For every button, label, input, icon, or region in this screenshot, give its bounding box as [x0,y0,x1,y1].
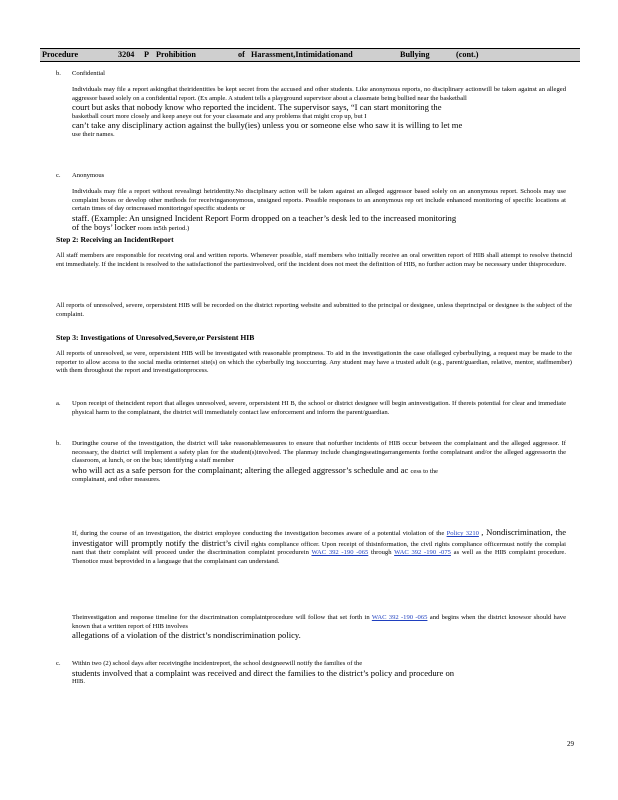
policy-3210-link[interactable]: Policy 3210 [446,530,479,537]
paragraph-line: allegations of a violation of the district’s nondiscrimination policy. [72,630,301,640]
paragraph-line: HIB. [72,678,86,686]
page-number: 29 [567,740,574,748]
paragraph-confidential [72,86,566,139]
wac-075-link[interactable]: WAC 392 -190 -075 [394,549,451,556]
list-marker-c2: c. [56,660,61,667]
paragraph-line: Individuals may file a report askingthat theiridentities be kept secret from the accused and other students. Like anonymous reports, no disciplinary actionwill be taken against an alleged aggressor based solely on a confidential report. (Ex ample. A student tells a playground supervisor about a classmate being bullied near the basketball [72,86,566,102]
paragraph-anonymous [72,188,566,234]
wac-065-link[interactable]: WAC 392 -190 -065 [311,549,369,556]
step2-heading: Step 2: Receiving an IncidentReport [56,235,174,244]
step3-heading: Step 3: Investigations of Unresolved,Severe,or Persistent HIB [56,333,255,342]
paragraph-line [72,466,566,477]
paragraph-line: use their names. [72,130,115,138]
header-title-b: of [238,50,245,59]
text-run: and begins when the district knowsor should have known that a written report of HIB involves [72,614,567,630]
paragraph-line: Within two (2) school days after receivingthe incidentreport, the school designeewill notify the families of the [72,660,363,667]
list-marker-a: a. [56,400,61,407]
procedure-header [40,48,580,62]
step2-paragraph-1: All staff members are responsible for receiving oral and written reports. Whenever possible, staff members who initially receive an oral orwritten report of HIB shall attempt to resolve theincid ent immediately. If the incident is resolved to the satisfactionof the partiesinvolved, orif the incident does not meet the definition of HIB, no further action may be necessary under thisprocedure. [56,252,572,268]
step3-paragraph-investigation [72,614,566,641]
step3-item-a: Upon receipt of theincident report that alleges unresolved, severe, orpersistent HI B, the school or district designee will begin aninvestigation. If thereis potential for clear and immediate physical harm to the complainant, the district will immediately contact law enforcement and inform the parent/guardian. [72,400,566,416]
paragraph-line: basketball court more closely and keep aneye out for your classmate and any problems that might crop up, but I [72,112,367,120]
header-p: P [144,50,150,59]
paragraph-line: court but asks that nobody know who reported the incident. The supervisor says, “I can start monitoring the [72,102,442,112]
list-marker-b2: b. [56,440,61,447]
list-marker-b: b. [56,70,61,77]
text-run: Theinvestigation and response timeline for the discrimination complaintprocedure will follow that set forth in [72,614,370,621]
paragraph-line: complainant, and other measures. [72,476,161,484]
subheading-confidential: Confidential [72,70,105,77]
text-run: cess to the [410,467,438,475]
header-title-c: Harassment,Intimidationand [251,50,353,59]
subheading-anonymous: Anonymous [72,172,105,179]
text-run: of the boys’ locker [72,222,137,233]
paragraph-line: Individuals may file a report without revealingt heiridentity.No disciplinary action will be taken against an alleged aggressor based solely on an anonymous report. Schools may use complaint boxes or develop other methods for receivinganonymous, unsigned reports. Possible responses to an anonymous rep ort include enhanced monitoring of specific locations at certain times of day orincreased monitoringof specific students or [72,188,566,212]
step2-paragraph-2: All reports of unresolved, severe, orpersistent HIB will be recorded on the district reporting website and submitted to the principal or designee, unless theprincipal or designee is the subject of the complaint. [56,302,572,318]
text-run: , Nondiscrimination, the investigator will promptly notify the district’s civil [72,527,567,548]
paragraph-line: Duringthe course of the investigation, the district will take reasonablemeasures to ensure that nofurther incidents of HIB occur between the complainant and the alleged aggressor. If necessary, the district will implement a safety plan for the student(s)involved. The planmay include changingseatingarrangements forthe complainant and/or the alleged aggressorin the classroom, at lunch, or on the bus; identifying a staff member [72,440,566,464]
wac-065-link-2[interactable]: WAC 392 -190 -065 [371,614,428,621]
paragraph-line: staff. (Example: An unsigned Incident Report Form dropped on a teacher’s desk led to the increased monitoring [72,212,457,223]
paragraph-line: can’t take any disciplinary action against the bully(ies) unless you or someone else who saw it is willing to let me [72,120,463,131]
step3-item-c [72,660,566,687]
header-number: 3204 [118,50,135,59]
text-run: who will act as a safe person for the complainant; altering the alleged aggressor’s schedule and ac [72,464,409,475]
paragraph-line [72,223,566,234]
list-marker-c: c. [56,172,61,179]
step3-paragraph-1: All reports of unresolved, se vere, orpersistent HIB will be investigated with reasonable promptness. To aid in the investigationin the case ofalleged cyberbullying, a request may be made to the reporter to allow access to the social media orinternet site(s) on which the cyberbully ing isoccurring. Any student may have a trusted adult (e.g., parent/guardian, relative, mentor, staffmember) with them throughout the report and investigationprocess. [56,350,572,374]
text-run: through [371,549,392,556]
step3-paragraph-if [72,528,566,566]
header-title-d: Bullying [400,50,430,59]
text-run: as well as the HIB complaint procedure. Thenotice must beprovided in a language that the complainant can understand. [72,549,566,565]
text-run: room in5th period.) [137,225,190,233]
text-run: If, during the course of an investigation, the district employee conducting the investigation becomes aware of a potential violation of the [72,530,445,537]
paragraph-line: students involved that a complaint was received and direct the families to the district’s policy and procedure on [72,667,455,678]
header-procedure: Procedure [42,50,79,59]
text-run: rights compliance officer. Upon receipt of thisinformation, the civil rights compliance officermust notify the complai nant that their complaint will proceed under the discrimination complaint procedurein [72,540,566,556]
header-title-a: Prohibition [156,50,196,59]
step3-item-b [72,440,566,485]
header-cont: (cont.) [456,50,479,59]
